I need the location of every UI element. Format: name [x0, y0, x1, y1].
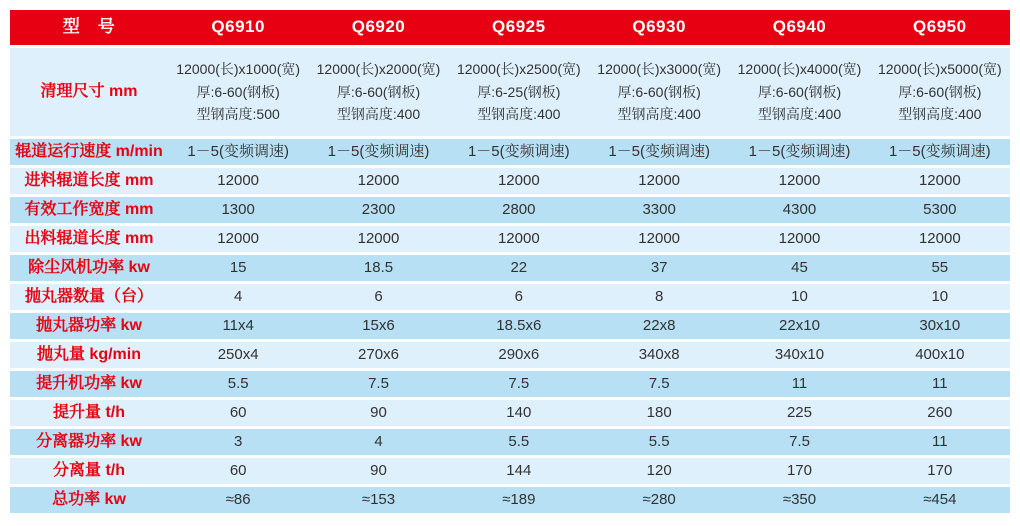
- row-label: 抛丸量 kg/min: [36, 346, 141, 364]
- spec-value: 400x10: [915, 346, 965, 363]
- spec-value: ≈189: [502, 491, 536, 508]
- spec-value: 5.5: [648, 433, 670, 450]
- spec-line: 厚:6-25(钢板): [477, 83, 561, 100]
- row-label: 有效工作宽度 mm: [24, 201, 154, 219]
- spec-line: 型钢高度:400: [617, 106, 701, 123]
- spec-value: 5.5: [508, 433, 530, 450]
- spec-value: 8: [654, 288, 664, 305]
- row-label: 分离器功率 kw: [36, 433, 142, 451]
- spec-value: 12000: [357, 230, 400, 247]
- spec-value: 7.5: [789, 433, 810, 450]
- spec-value: 12000: [497, 230, 540, 247]
- spec-value: 60: [229, 462, 247, 479]
- spec-row: [10, 226, 1010, 252]
- row-label: 出料辊道长度 mm: [24, 230, 154, 248]
- spec-line: 厚:6-60(钢板): [196, 83, 280, 100]
- spec-value: 1－5(变频调速): [608, 143, 710, 160]
- spec-value: 6: [374, 288, 383, 305]
- spec-value: 11: [932, 433, 948, 450]
- spec-value: 90: [370, 404, 387, 421]
- spec-value: 10: [931, 288, 949, 305]
- spec-value: 37: [650, 259, 668, 276]
- spec-row: [10, 371, 1010, 397]
- spec-value: 12000: [778, 172, 821, 189]
- spec-line: 12000(长)x2000(宽): [316, 61, 441, 78]
- spec-value: [168, 58, 308, 125]
- spec-line: 厚:6-60(钢板): [757, 83, 842, 100]
- spec-value: 5300: [923, 201, 957, 218]
- model-header-q6920: Q6920: [351, 17, 406, 37]
- spec-value: 90: [370, 462, 387, 479]
- spec-value: 12000: [638, 230, 681, 247]
- spec-row: [10, 48, 1010, 136]
- spec-row: [10, 458, 1010, 484]
- row-label: 辊道运行速度 m/min: [15, 143, 163, 161]
- spec-value: 18.5: [363, 259, 394, 276]
- spec-value: 7.5: [368, 375, 389, 392]
- spec-value: 1－5(变频调速): [327, 143, 430, 160]
- spec-value: 1－5(变频调速): [888, 143, 991, 160]
- row-label: 抛丸器数量（台）: [24, 288, 153, 306]
- spec-value: ≈86: [225, 491, 251, 508]
- spec-row: [10, 487, 1010, 513]
- spec-line: 型钢高度:400: [757, 106, 842, 123]
- spec-value: 3: [233, 433, 243, 450]
- spec-line: 型钢高度:400: [336, 106, 421, 123]
- spec-row: [10, 197, 1010, 223]
- spec-line: 12000(长)x5000(宽): [877, 61, 1002, 78]
- spec-value: 12000: [638, 172, 681, 189]
- spec-line: 型钢高度:400: [898, 106, 982, 123]
- model-header-q6940: Q6940: [772, 17, 827, 37]
- spec-value: 55: [931, 259, 949, 276]
- spec-value: 22x10: [779, 317, 820, 334]
- spec-value: 12000: [217, 172, 260, 189]
- spec-value: 4: [374, 433, 383, 450]
- spec-value: 1－5(变频调速): [187, 143, 289, 160]
- spec-value: ≈153: [361, 491, 396, 508]
- spec-row: [10, 284, 1010, 310]
- spec-row: [10, 342, 1010, 368]
- spec-value: 6: [514, 288, 523, 305]
- spec-row: [10, 168, 1010, 194]
- spec-value: 60: [229, 404, 247, 421]
- spec-value: 170: [927, 462, 953, 479]
- spec-value: 11: [932, 375, 948, 392]
- spec-value: 290x6: [498, 346, 540, 363]
- spec-value: 1300: [221, 201, 255, 218]
- spec-row: [10, 429, 1010, 455]
- spec-line: 厚:6-60(钢板): [617, 83, 701, 100]
- row-label: 清理尺寸 mm: [40, 83, 138, 101]
- spec-value: 1－5(变频调速): [748, 143, 851, 160]
- spec-value: 11: [791, 375, 808, 392]
- spec-value: 30x10: [919, 317, 961, 334]
- spec-line: 12000(长)x2500(宽): [456, 61, 581, 78]
- spec-value: 7.5: [648, 375, 670, 392]
- spec-value: 250x4: [217, 346, 259, 363]
- spec-line: 型钢高度:500: [196, 106, 280, 123]
- spec-value: 12000: [778, 230, 821, 247]
- spec-value: ≈350: [782, 491, 817, 508]
- spec-row: [10, 400, 1010, 426]
- model-header-q6910: Q6910: [211, 17, 265, 37]
- spec-value: 5.5: [227, 375, 249, 392]
- spec-value: 11x4: [222, 317, 254, 334]
- spec-value: 4300: [782, 201, 817, 218]
- spec-value: 12000: [217, 230, 260, 247]
- spec-value: 15x6: [362, 317, 395, 334]
- spec-value: 225: [786, 404, 812, 421]
- spec-value: 4: [233, 288, 243, 305]
- spec-value: 144: [506, 462, 532, 479]
- spec-value: 12000: [918, 230, 961, 247]
- table-header-row: [10, 10, 1010, 45]
- spec-value: 170: [786, 462, 812, 479]
- spec-value: 340x8: [638, 346, 680, 363]
- model-column-header: 型 号: [62, 17, 116, 37]
- spec-value: 18.5x6: [496, 317, 542, 334]
- spec-line: 型钢高度:400: [477, 106, 561, 123]
- spec-value: 7.5: [508, 375, 530, 392]
- spec-value: 260: [927, 404, 953, 421]
- row-label: 提升机功率 kw: [36, 375, 142, 393]
- row-label: 提升量 t/h: [53, 404, 125, 422]
- spec-value: [308, 58, 448, 125]
- row-label: 分离量 t/h: [53, 462, 125, 480]
- model-header-q6930: Q6930: [632, 17, 686, 37]
- spec-line: 厚:6-60(钢板): [336, 83, 421, 100]
- spec-value: 3300: [642, 201, 676, 218]
- spec-value: 15: [229, 259, 247, 276]
- model-header-q6950: Q6950: [913, 17, 967, 37]
- spec-row: [10, 313, 1010, 339]
- model-header-q6925: Q6925: [492, 17, 546, 37]
- row-label: 除尘风机功率 kw: [28, 259, 150, 277]
- spec-value: 12000: [497, 172, 540, 189]
- spec-value: 180: [646, 404, 672, 421]
- spec-value: 2300: [361, 201, 396, 218]
- row-label: 进料辊道长度 mm: [24, 172, 154, 190]
- spec-value: ≈454: [923, 491, 957, 508]
- machine-spec-table: [10, 10, 1010, 513]
- row-label: 总功率 kw: [52, 491, 126, 509]
- spec-row: [10, 255, 1010, 281]
- spec-value: 12000: [918, 172, 961, 189]
- spec-value: 1－5(变频调速): [467, 143, 570, 160]
- spec-value: 140: [506, 404, 532, 421]
- spec-value: 340x10: [774, 346, 825, 363]
- spec-value: 22x8: [642, 317, 676, 334]
- spec-value: [729, 58, 869, 125]
- spec-line: 12000(长)x3000(宽): [597, 61, 722, 78]
- spec-line: 厚:6-60(钢板): [898, 83, 982, 100]
- spec-value: 2800: [502, 201, 536, 218]
- spec-value: [449, 58, 589, 125]
- spec-value: ≈280: [642, 491, 676, 508]
- spec-value: 22: [510, 259, 528, 276]
- row-label: 抛丸器功率 kw: [36, 317, 142, 335]
- spec-row: [10, 139, 1010, 165]
- spec-value: 270x6: [358, 346, 399, 363]
- spec-value: 12000: [357, 172, 400, 189]
- spec-value: [870, 58, 1010, 125]
- spec-line: 12000(长)x4000(宽): [737, 61, 862, 78]
- spec-value: 45: [791, 259, 808, 276]
- spec-value: 120: [646, 462, 672, 479]
- spec-line: 12000(长)x1000(宽): [176, 61, 301, 78]
- spec-value: 10: [791, 288, 808, 305]
- spec-value: [589, 58, 729, 125]
